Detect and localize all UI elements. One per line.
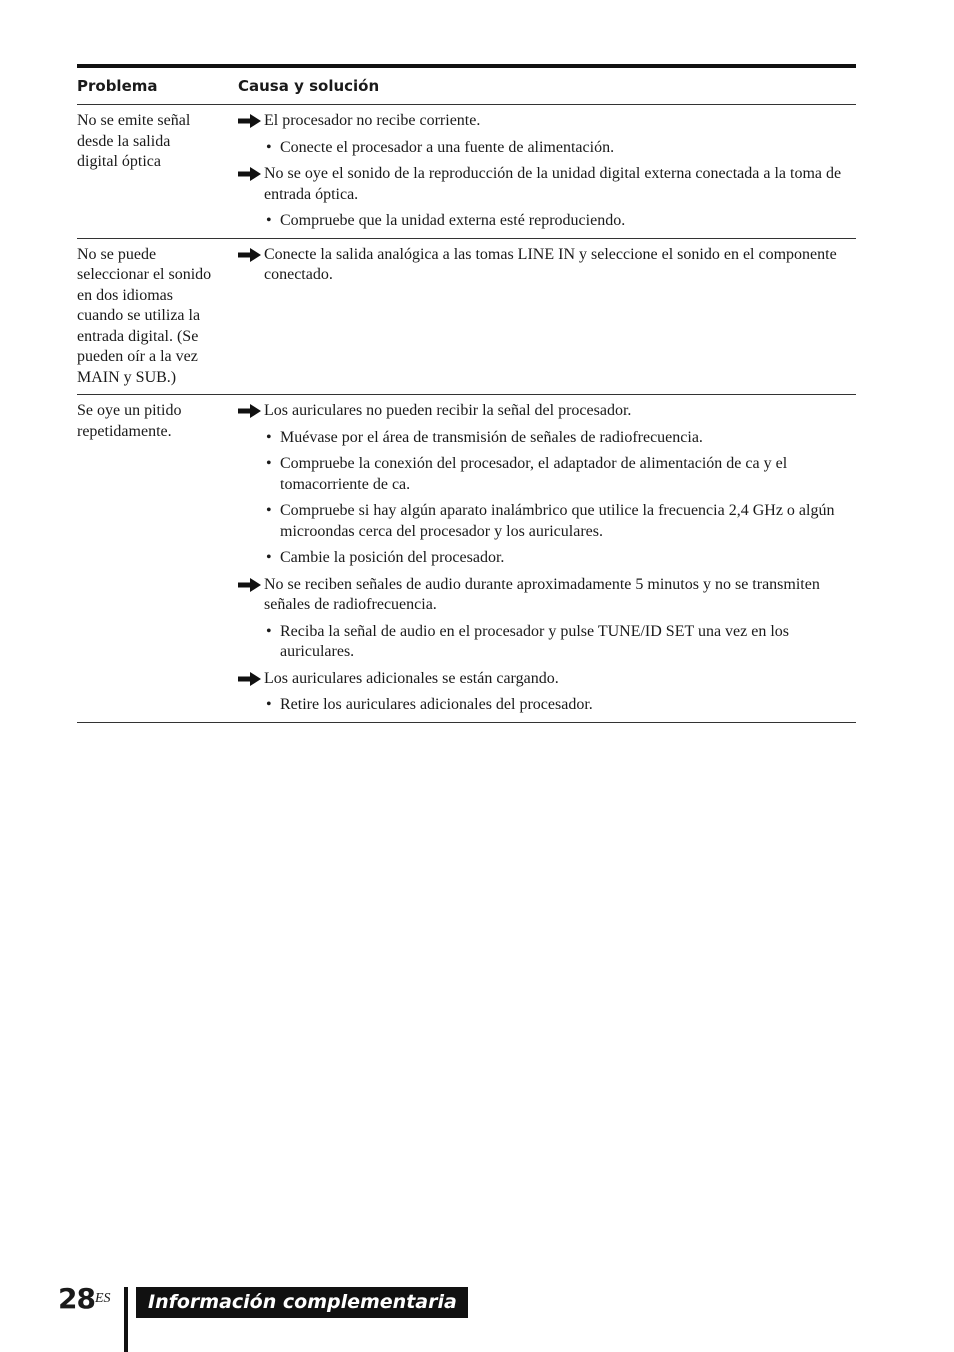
- solution-item: [238, 548, 856, 569]
- cause-item: [238, 245, 856, 286]
- cause-text: Los auriculares no pueden recibir la señal del procesador.: [264, 402, 632, 419]
- problem-cell: [77, 401, 238, 716]
- cause-cell: [238, 401, 856, 716]
- cause-item: [238, 164, 856, 205]
- problem-line: en dos idiomas: [77, 286, 173, 304]
- arrow-right-icon: [238, 404, 261, 418]
- arrow-right-icon: [238, 248, 261, 262]
- header-cause: Causa y solución: [238, 77, 380, 95]
- cause-text: Conecte la salida analógica a las tomas LINE IN y seleccione el sonido en el componente conectado.: [264, 245, 837, 283]
- problem-line: pueden oír a la vez: [77, 348, 198, 365]
- troubleshooting-table: [77, 64, 856, 723]
- solution-text: Compruebe si hay algún aparato inalámbrico que utilice la frecuencia 2,4 GHz o algún microondas cerca del procesador y los auriculares.: [280, 502, 835, 540]
- cause-item: [238, 111, 856, 132]
- table-body: [77, 105, 856, 723]
- bullet-icon: •: [266, 212, 272, 229]
- table-header-row: [77, 68, 856, 105]
- problem-line: digital óptica: [77, 153, 161, 170]
- arrow-right-icon: [238, 114, 261, 128]
- problem-line: repetidamente.: [77, 422, 172, 440]
- solution-item: [238, 211, 856, 232]
- problem-line: No se puede: [77, 245, 157, 263]
- solution-item: [238, 454, 856, 495]
- solution-text: Conecte el procesador a una fuente de alimentación.: [280, 138, 615, 156]
- problem-cell: [77, 111, 238, 232]
- arrow-right-icon: [238, 672, 261, 686]
- table-row: [77, 239, 856, 396]
- solution-item: [238, 428, 856, 449]
- solution-text: Retire los auriculares adicionales del procesador.: [280, 696, 593, 713]
- solution-text: Muévase por el área de transmisión de señales de radiofrecuencia.: [280, 428, 703, 446]
- cause-item: [238, 669, 856, 690]
- solution-item: [238, 138, 856, 159]
- solution-item: [238, 501, 856, 542]
- solution-text: Compruebe la conexión del procesador, el adaptador de alimentación de ca y el tomacorriente de ca.: [280, 455, 788, 493]
- cause-text: No se reciben señales de audio durante aproximadamente 5 minutos y no se transmiten señales de radiofrecuencia.: [264, 575, 820, 613]
- cause-cell: [238, 245, 856, 389]
- page-number-suffix: ES: [94, 1291, 111, 1306]
- bullet-icon: •: [266, 696, 272, 713]
- bullet-icon: •: [266, 455, 272, 472]
- arrow-right-icon: [238, 578, 261, 592]
- cause-text: No se oye el sonido de la reproducción de la unidad digital externa conectada a la toma de entrada óptica.: [264, 165, 842, 203]
- footer-divider: [124, 1287, 128, 1352]
- section-label: Información complementaria: [136, 1287, 468, 1318]
- problem-line: seleccionar el sonido: [77, 266, 212, 283]
- cause-item: [238, 401, 856, 422]
- page-number-value: 28: [58, 1282, 95, 1315]
- bullet-icon: •: [266, 622, 272, 640]
- problem-line: desde la salida: [77, 132, 171, 150]
- table-row: [77, 395, 856, 723]
- solution-text: Cambie la posición del procesador.: [280, 549, 505, 566]
- cause-item: [238, 575, 856, 616]
- solution-text: Compruebe que la unidad externa esté reproduciendo.: [280, 212, 626, 229]
- bullet-icon: •: [266, 549, 272, 566]
- cause-cell: [238, 111, 856, 232]
- solution-item: [238, 695, 856, 716]
- bullet-icon: •: [266, 502, 272, 519]
- arrow-right-icon: [238, 167, 261, 181]
- cause-text: Los auriculares adicionales se están cargando.: [264, 669, 559, 687]
- solution-text: Reciba la señal de audio en el procesador y pulse TUNE/ID SET una vez en los auriculares.: [280, 622, 790, 660]
- problem-line: No se emite señal: [77, 112, 191, 129]
- cause-text: El procesador no recibe corriente.: [264, 112, 481, 129]
- page-number: [58, 1282, 111, 1316]
- solution-item: [238, 622, 856, 663]
- table-row: [77, 105, 856, 239]
- bullet-icon: •: [266, 428, 272, 446]
- problem-line: cuando se utiliza la: [77, 307, 201, 324]
- problem-line: entrada digital. (Se: [77, 327, 199, 345]
- bullet-icon: •: [266, 138, 272, 156]
- problem-cell: [77, 245, 238, 389]
- problem-line: MAIN y SUB.): [77, 368, 177, 386]
- header-problem: Problema: [77, 77, 158, 95]
- problem-line: Se oye un pitido: [77, 402, 182, 419]
